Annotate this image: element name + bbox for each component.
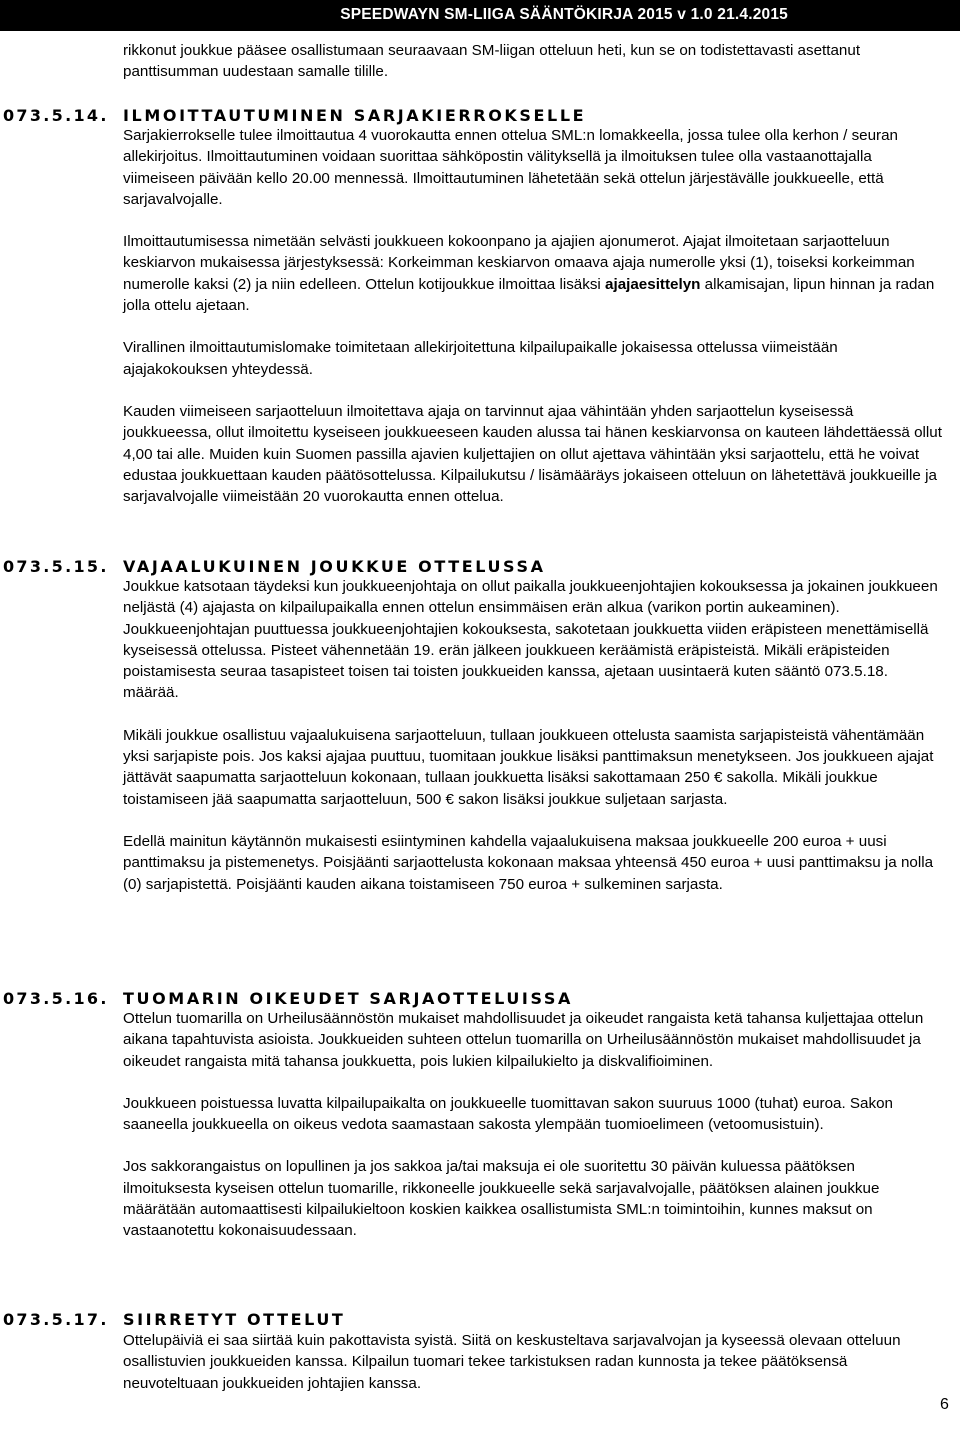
paragraph: rikkonut joukkue pääsee osallistumaan seuraavaan SM-liigan otteluun heti, kun se on todistettavasti asettanut panttisumman uudestaan samalle tilille.: [123, 42, 861, 81]
bold-term: ajajaesittelyn: [605, 275, 701, 293]
paragraph: Virallinen ilmoittautumislomake toimitetaan allekirjoitettuna kilpailupaikalle jokaisessa ottelussa viimeistään ajajakokouksen yhteydessä.: [123, 339, 838, 378]
paragraph: Joukkue katsotaan täydeksi kun joukkueenjohtaja on ollut paikalla joukkueenjohtajien kokouksessa ja jokainen joukkueen neljästä (4) ajajasta on kilpailupaikalla ennen ottelun ensimmäisen erän alkua (varikon portin aukeaminen). Joukkueenjohtajan puuttuessa joukkueenjohtajien kokouksesta, sakotetaan joukkuetta viiden eräpisteen menettämisellä kyseisessä ottelussa. Pisteet vähennetään 19. erän jälkeen joukkueen keräämistä eräpisteistä. Mikäli eräpisteiden poistamisesta seuraa tasapisteet toisen tai toisten joukkueiden kanssa, ajetaan uusintaerä kuten sääntö 073.5.18. määrää.: [123, 578, 938, 702]
paragraph: Edellä mainitun käytännön mukaisesti esiintyminen kahdella vajaalukuisena maksaa joukkueelle 200 euroa + uusi panttimaksu ja pistemenetys. Poisjäänti sarjaottelusta kokonaan maksaa yhteensä 450 euroa + uusi panttimaksu ja nolla (0) sarjapistettä. Poisjäänti kauden aikana toistamiseen 750 euroa + sulkeminen sarjasta.: [123, 832, 934, 893]
section-body: [123, 576, 943, 895]
section-number: 073.5.14.: [3, 106, 109, 125]
paragraph: Mikäli joukkue osallistuu vajaalukuisena sarjaotteluun, tullaan joukkueen ottelusta saamista sarjapisteistä vähentämään yksi sarjapiste pois. Jos kaksi ajajaa puuttuu, tuomitaan joukkue lisäksi panttimaksun menetykseen. Jos joukkueen ajajat jättävät saapumatta sarjaotteluun kokonaan, tullaan joukkuetta lisäksi sakottamaan 250 € sakolla. Mikäli joukkue toistamiseen jää saapumatta sarjaotteluun, 500 € sakon lisäksi joukkue suljetaan sarjasta.: [123, 726, 934, 808]
section-body: [123, 125, 943, 507]
running-header-bar: [0, 0, 960, 31]
paragraph: Kauden viimeiseen sarjaotteluun ilmoitettava ajaja on tarvinnut ajaa vähintään yhden sarjaottelun kyseisessä joukkueessa, ollut ilmoitettu kyseiseen joukkueeseen kauden alussa tai hänen keskiarvonsa on kauteen lähdettäessä ollut 4,00 tai alle. Muiden kuin Suomen passilla ajavien kuljettajien on ollut ajettava vähintään yksi sarjaottelu, että he voivat edustaa joukkuettaan kauden päätösottelussa. Kilpailukutsu / lisämääräys jokaiseen otteluun on lähetettävä joukkueille ja sarjavalvojalle viimeistään 20 vuorokautta ennen ottelua.: [123, 402, 942, 506]
section-number: 073.5.15.: [3, 557, 109, 576]
section-heading: TUOMARIN OIKEUDET SARJAOTTELUISSA: [123, 989, 573, 1008]
section-body: [123, 1008, 943, 1242]
paragraph: Sarjakierrokselle tulee ilmoittautua 4 vuorokautta ennen ottelua SML:n lomakkeella, jossa tulee olla kerhon / seuran allekirjoitus. Ilmoittautuminen voidaan suorittaa sähköpostin välityksellä ja ilmoituksen tulee olla vastaanottajalla viimeiseen päivään kello 20.00 mennessä. Ilmoittautuminen lähetetään sekä ottelun järjestävälle joukkueelle, että sarjavalvojalle.: [123, 127, 899, 208]
paragraph: Ottelupäiviä ei saa siirtää kuin pakottavista syistä. Siitä on keskusteltava sarjavalvojan ja kyseessä olevaan otteluun osallistuvien joukkueiden kanssa. Kilpailun tuomari tekee tarkistuksen radan kunnosta ja tekee päätöksensä neuvoteltuaan joukkueiden johtajien kanssa.: [123, 1332, 901, 1392]
section-body: [123, 1330, 943, 1394]
paragraph: Jos sakkorangaistus on lopullinen ja jos sakkoa ja/tai maksuja ei ole suoritettu 30 päivän kuluessa päätöksen ilmoituksesta kyseisen ottelun tuomarille, rikkoneelle joukkueelle sekä sarjavalvojalle, päätöksen alainen joukkue määrätään automaattisesti kilpailukieltoon koskien kaikkea osallistumista SML:n toimintoihin, kunnes maksut on vastaanotettu kokonaisuudessaan.: [123, 1158, 880, 1240]
paragraph-text: alkamisajan, lipun hinnan ja radan jolla ottelu ajetaan.: [123, 275, 935, 315]
paragraph: Joukkueen poistuessa luvatta kilpailupaikalta on joukkueelle tuomittavan sakon suuruus 1000 (tuhat) euroa. Sakon saaneella joukkueella on oikeus vedota saamastaan sakosta ylempään tuomioelimeen (vetoomusistuin).: [123, 1094, 893, 1134]
page-number: 6: [940, 1396, 949, 1413]
intro-paragraph-block: [123, 40, 943, 83]
paragraph-text: Ilmoittautumisessa nimetään selvästi joukkueen kokoonpano ja ajajien ajonumerot. Ajajat ilmoitetaan sarjaotteluun keskiarvon mukaisessa järjestyksessä: Korkeimman keskiarvon omaava ajaja numerolle yksi (1), toiseksi korkeimman numerolle kaksi (2) ja niin edelleen. Ottelun kotijoukkue ilmoittaa lisäksi: [123, 233, 915, 293]
section-number: 073.5.16.: [3, 989, 109, 1008]
section-heading: ILMOITTAUTUMINEN SARJAKIERROKSELLE: [123, 106, 587, 125]
running-header-title: SPEEDWAYN SM-LIIGA SÄÄNTÖKIRJA 2015 v 1.0 21.4.2015: [340, 6, 788, 23]
paragraph: [123, 231, 943, 316]
section-heading: VAJAALUKUINEN JOUKKUE OTTELUSSA: [123, 557, 546, 576]
paragraph: Ottelun tuomarilla on Urheilusäännöstön mukaiset mahdollisuudet ja oikeudet rangaista ketä tahansa kuljettajaa ottelun aikana tapahtuvista asioista. Joukkueiden suhteen ottelun tuomarilla on Urheilusäännöstön mukaiset mahdollisuudet ja oikeudet rangaista mitä tahansa joukkuetta, pois lukien kilpailukielto ja diskvalifioiminen.: [123, 1010, 924, 1070]
section-heading: SIIRRETYT OTTELUT: [123, 1310, 346, 1329]
section-number: 073.5.17.: [3, 1310, 109, 1329]
